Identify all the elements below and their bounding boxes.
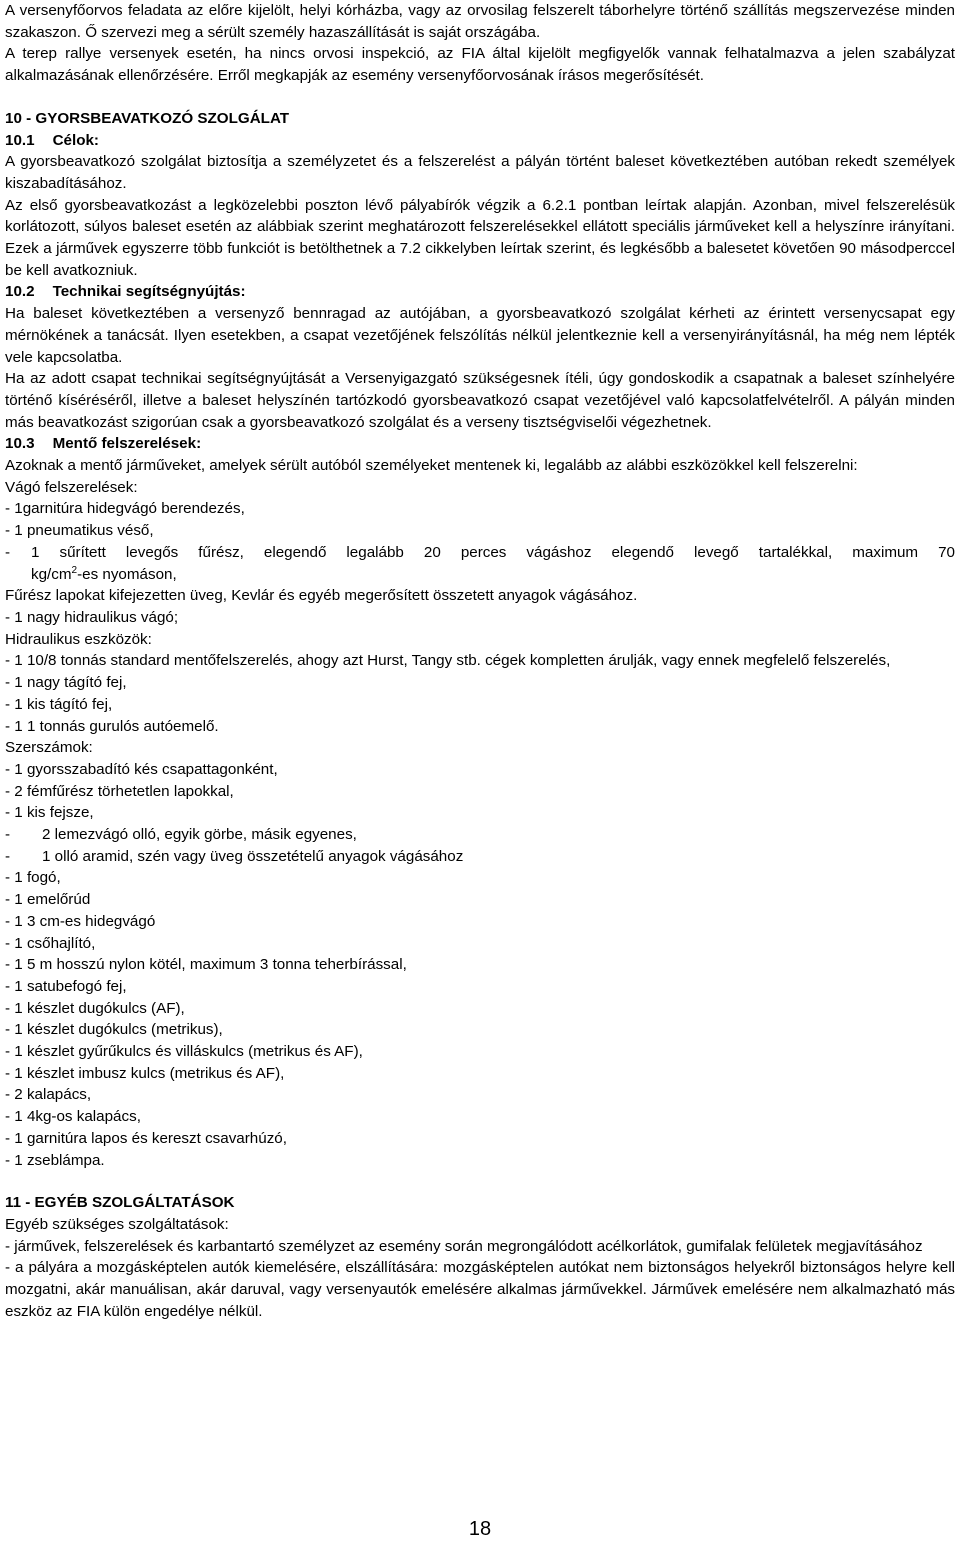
list-item: - 1 készlet gyűrűkulcs és villáskulcs (metrikus és AF), — [5, 1043, 363, 1061]
list-item: - 1 készlet dugókulcs (AF), — [5, 999, 185, 1017]
intro-paragraph-1: A versenyfőorvos feladata az előre kijelölt, helyi kórházba, vagy az orvosilag felszerelt táborhelyre történő szállítás megszervezése minden szakaszon. Ő szervezi meg a sérült személy hazaszállítását is saját országába. — [5, 2, 955, 41]
subsection-10-1-title: Célok: — [52, 131, 99, 149]
subsection-10-1-number: 10.1 — [5, 131, 35, 149]
hydraulic-tools-list — [5, 650, 955, 737]
list-item: - 1 kis tágító fej, — [5, 695, 113, 713]
section-11-title: 11 - EGYÉB SZOLGÁLTATÁSOK — [5, 1194, 235, 1212]
list-item: - 1 csőhajlító, — [5, 934, 96, 952]
list-item — [5, 824, 955, 846]
document-page — [5, 0, 955, 1322]
list-item: - 1 satubefogó fej, — [5, 977, 127, 995]
list-item: - 1 10/8 tonnás standard mentőfelszerelés, ahogy azt Hurst, Tangy stb. cégek kompletten árulják, vagy ennek megfelelő felszerelés, — [5, 652, 891, 670]
list-dash: - — [5, 826, 11, 844]
subsection-10-3-title: Mentő felszerelések: — [52, 435, 202, 453]
section-10-title: 10 - GYORSBEAVATKOZÓ SZOLGÁLAT — [5, 109, 290, 127]
list-item: - 1 pneumatikus véső, — [5, 522, 154, 540]
list-item: - 1 készlet dugókulcs (metrikus), — [5, 1021, 223, 1039]
list-item: - 1 emelőrúd — [5, 891, 91, 909]
list-item-saw — [5, 542, 955, 564]
list-item-saw-text: 1 sűrített levegős fűrész, elegendő legalább 20 perces vágáshoz elegendő levegő tartalékkal, maximum 70 — [31, 543, 955, 561]
subsection-10-2-title: Technikai segítségnyújtás: — [52, 283, 246, 301]
list-item: - 1 3 cm-es hidegvágó — [5, 912, 156, 930]
section-11-intro: Egyéb szükséges szolgáltatások: — [5, 1215, 229, 1233]
subsection-10-3-number: 10.3 — [5, 435, 35, 453]
list-item — [5, 846, 955, 868]
tools-heading: Szerszámok: — [5, 739, 93, 757]
subsection-10-3-p1: Azoknak a mentő járműveket, amelyek sérült autóból személyeket mentenek ki, legalább az alábbi eszközökkel kell felszerelni: — [5, 457, 858, 475]
section-11-item-1: - járművek, felszerelések és karbantartó személyzet az esemény során megrongálódott acélkorlátok, gumifalak felületek megjavításához — [5, 1237, 923, 1255]
subsection-10-1-heading — [5, 130, 955, 152]
subsection-10-3-heading — [5, 433, 955, 455]
cutting-equipment-heading: Vágó felszerelések: — [5, 478, 138, 496]
saw-blades-note: Fűrész lapokat kifejezetten üveg, Kevlár és egyéb megerősített összetett anyagok vágásához. — [5, 587, 638, 605]
list-item: - 1 nagy tágító fej, — [5, 674, 127, 692]
subsection-10-1-p1: A gyorsbeavatkozó szolgálat biztosítja a személyzetet és a felszerelést a pályán történt baleset következtében autóban rekedt személyek kiszabadításához. — [5, 153, 955, 192]
subsection-10-2-p1: Ha baleset következtében a versenyző bennragad az autójában, a gyorsbeavatkozó szolgálat kérheti az érintett versenycsapat egy mérnökének a tanácsát. Ilyen esetekben, a csapat vezetőjének felszólítás nélkül jelentkeznie kell a versenyirányításnál, ha még nem lépték vele kapcsolatba. — [5, 305, 955, 366]
intro-paragraph-2: A terep rallye versenyek esetén, ha nincs orvosi inspekció, az FIA által kijelölt megfigyelők vannak felhatalmazva a jelen szabályzat alkalmazásának ellenőrzésére. Erről megkapják az esemény versenyfőorvosának írásos megerősítését. — [5, 45, 955, 85]
list-item: - 1 4kg-os kalapács, — [5, 1108, 141, 1126]
list-item: - 1 1 tonnás gurulós autóemelő. — [5, 717, 219, 735]
list-dash: - — [5, 543, 11, 561]
tools-list — [5, 759, 955, 1171]
pressure-unit-rest: -es nyomáson, — [77, 565, 177, 583]
subsection-10-2-number: 10.2 — [5, 283, 35, 301]
list-item: - 1 gyorsszabadító kés csapattagonként, — [5, 760, 278, 778]
list-item: - 1 zseblámpa. — [5, 1151, 105, 1169]
list-item: - 1 5 m hosszú nylon kötél, maximum 3 tonna teherbírással, — [5, 956, 407, 974]
pressure-unit-exponent: 2 — [71, 564, 78, 576]
list-item-text: 1 olló aramid, szén vagy üveg összetételű anyagok vágásához — [42, 847, 464, 865]
list-item-text: 2 lemezvágó olló, egyik görbe, másik egyenes, — [42, 826, 357, 844]
list-item: - 1 készlet imbusz kulcs (metrikus és AF), — [5, 1064, 285, 1082]
subsection-10-1-p2: Az első gyorsbeavatkozást a legközelebbi poszton lévő pályabírók végzik a 6.2.1 pontban leírtak alapján. Azonban, mivel felszerelésük korlátozott, súlyos baleset esetén az alábbiak szerint meghatározott felszerelésekkel ellátott speciális járműveket kell a helyszínre irányítani. Ezek a járművek egyszerre több funkciót is betölthetnek a 7.2 cikkelyben leírtak szerint, és legkésőbb a balesetet követően 90 másodperccel be kell avatkozniuk. — [5, 196, 955, 279]
list-item: - 1garnitúra hidegvágó berendezés, — [5, 500, 245, 518]
list-item: - 1 kis fejsze, — [5, 804, 94, 822]
list-item: - 1 garnitúra lapos és kereszt csavarhúzó, — [5, 1129, 287, 1147]
list-item-saw-continued — [5, 564, 955, 586]
list-dash: - — [5, 847, 11, 865]
subsection-10-2-heading — [5, 281, 955, 303]
list-item: - 1 fogó, — [5, 869, 61, 887]
cutting-equipment-list — [5, 498, 955, 585]
subsection-10-2-p2: Ha az adott csapat technikai segítségnyújtását a Versenyigazgató szükségesnek ítéli, úgy gondoskodik a csapatnak a baleset színhelyére történő kíséréséről, illetve a baleset helyszínén tartózkodó gyorsbeavatkozó csapat vezetőjével való kapcsolatfelvételről. A pályán minden más beavatkozást szigorúan csak a gyorsbeavatkozó szolgálat és a verseny tisztségviselői végezhetnek. — [5, 370, 955, 431]
pressure-unit: kg/cm — [31, 565, 72, 583]
list-item: - 2 fémfűrész törhetetlen lapokkal, — [5, 782, 234, 800]
list-item: - 2 kalapács, — [5, 1086, 92, 1104]
page-number: 18 — [468, 1518, 492, 1540]
list-item: - 1 nagy hidraulikus vágó; — [5, 608, 179, 626]
section-11-item-2: - a pályára a mozgásképtelen autók kiemelésére, elszállítására: mozgásképtelen autókat nem biztonságos helyekről biztonságos helyre kell mozgatni, akár manuálisan, akár daruval, vagy versenyautók emelésére alkalmas járművekkel. Járművek emelésére nem alkalmazható más eszköz az FIA külön engedélye nélkül. — [5, 1259, 955, 1320]
hydraulic-tools-heading: Hidraulikus eszközök: — [5, 630, 152, 648]
